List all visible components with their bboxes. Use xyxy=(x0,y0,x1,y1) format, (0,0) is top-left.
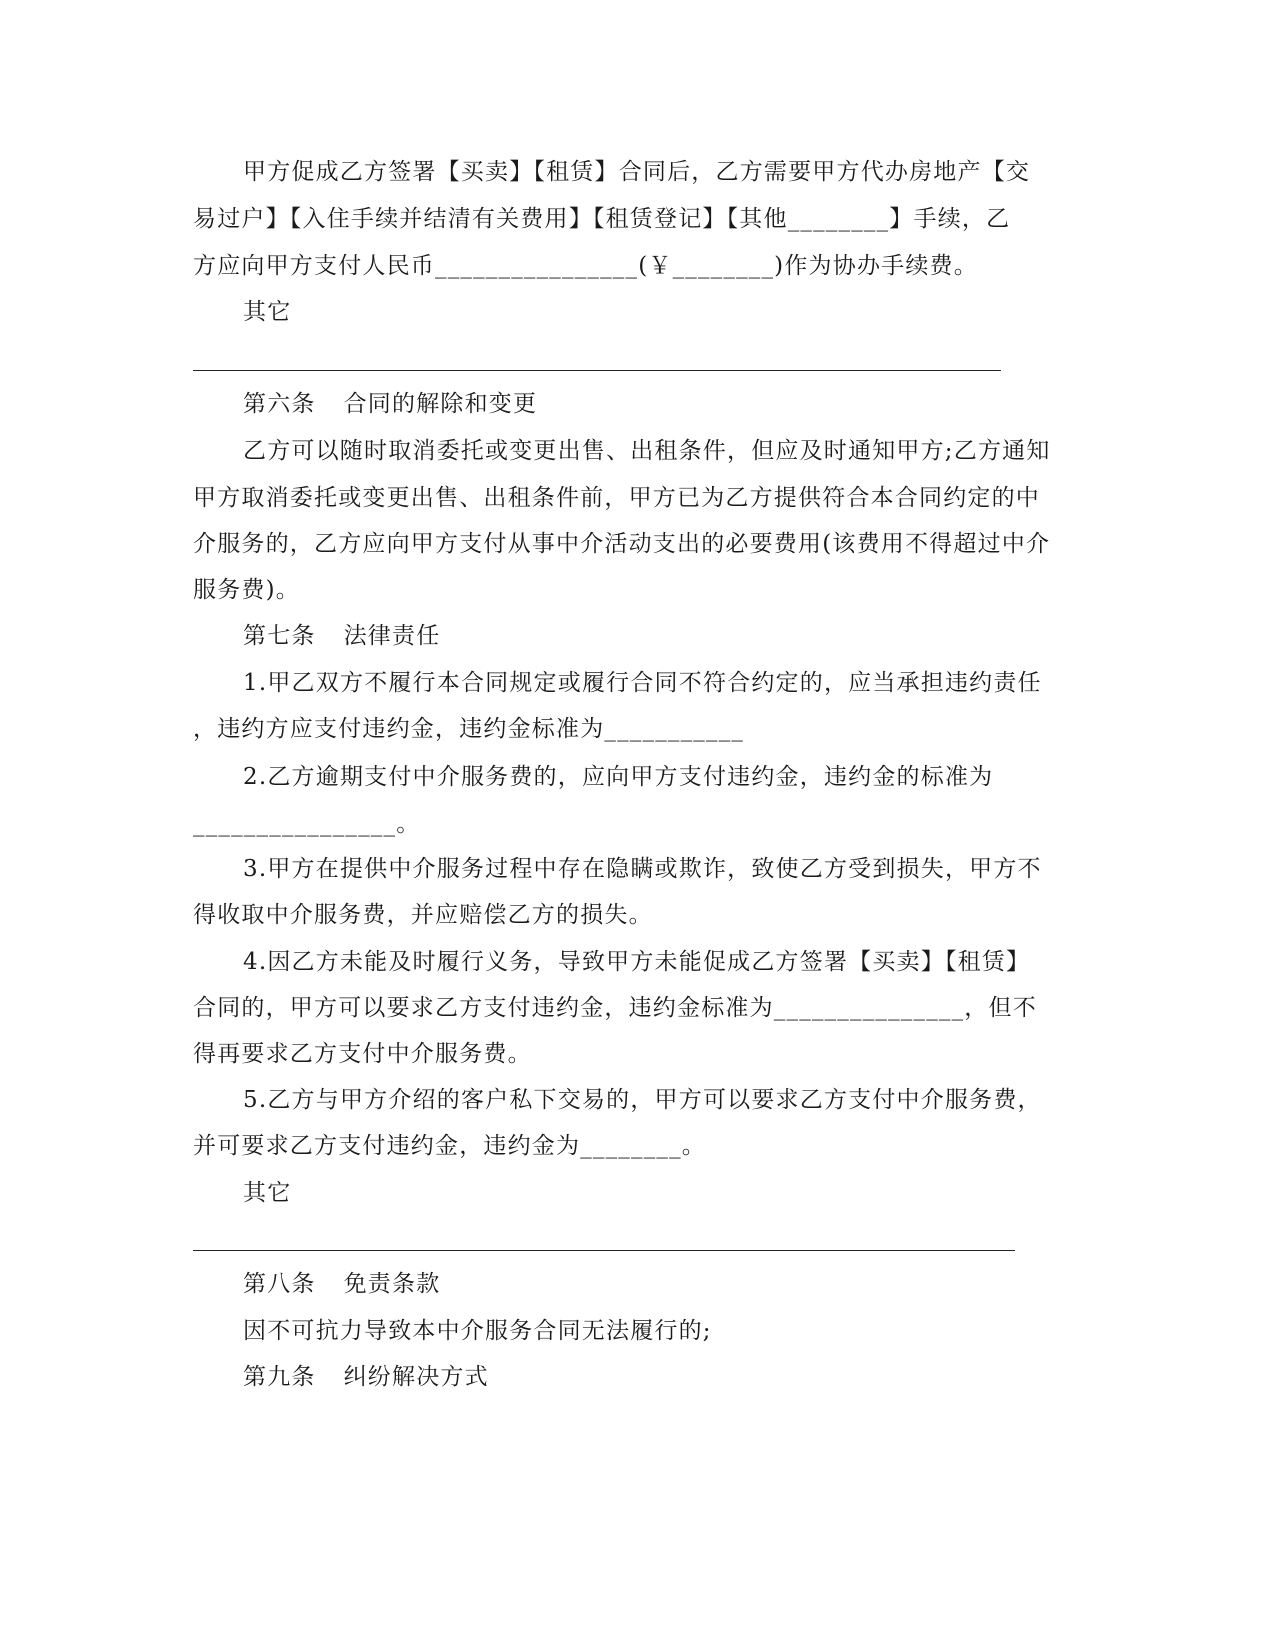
clause-line: 得再要求乙方支付中介服务费。 xyxy=(193,1041,532,1067)
clause-line: 合同的，甲方可以要求乙方支付违约金，违约金标准为_______________，但不 xyxy=(193,995,1037,1021)
clause-line: ________________。 xyxy=(193,811,421,837)
article-heading xyxy=(243,1362,489,1392)
clause-line: 得收取中介服务费，并应赔偿乙方的损失。 xyxy=(193,902,653,928)
article-heading xyxy=(243,621,440,651)
paragraph-line: 甲方取消委托或变更出售、出租条件前，甲方已为乙方提供符合本合同约定的中 xyxy=(193,485,1040,511)
article-number: 第八条 xyxy=(243,1271,316,1297)
article-number: 第六条 xyxy=(243,391,316,417)
article-title: 免责条款 xyxy=(343,1271,441,1297)
article-number: 第七条 xyxy=(243,623,316,649)
paragraph-line: 服务费)。 xyxy=(193,577,300,603)
fill-in-rule xyxy=(193,370,1001,371)
article-title: 纠纷解决方式 xyxy=(343,1364,489,1390)
clause-line: 4.因乙方未能及时履行义务，导致甲方未能促成乙方签署【买卖】【租赁】 xyxy=(243,949,1031,975)
article-title: 合同的解除和变更 xyxy=(343,391,538,417)
paragraph-line: 甲方促成乙方签署【买卖】【租赁】合同后，乙方需要甲方代办房地产【交 xyxy=(243,159,1031,185)
paragraph-line: 乙方可以随时取消委托或变更出售、出租条件，但应及时通知甲方;乙方通知 xyxy=(243,438,1051,464)
other-label: 其它 xyxy=(243,299,292,325)
clause-line: 2.乙方逾期支付中介服务费的，应向甲方支付违约金，违约金的标准为 xyxy=(243,764,994,790)
paragraph-line: 因不可抗力导致本中介服务合同无法履行的; xyxy=(243,1318,712,1344)
fill-in-rule xyxy=(193,1250,1015,1251)
article-heading xyxy=(243,1269,440,1299)
clause-line: ，违约方应支付违约金，违约金标准为___________ xyxy=(193,716,745,742)
article-title: 法律责任 xyxy=(343,623,441,649)
clause-line: 1.甲乙双方不履行本合同规定或履行合同不符合约定的，应当承担违约责任 xyxy=(243,670,1042,696)
paragraph-line: 易过户】【入住手续并结清有关费用】【租赁登记】【其他________】手续，乙 xyxy=(193,206,1011,232)
paragraph-line: 方应向甲方支付人民币________________(￥________)作为协办手续费。 xyxy=(193,253,978,279)
clause-line: 3.甲方在提供中介服务过程中存在隐瞒或欺诈，致使乙方受到损失，甲方不 xyxy=(243,856,1042,882)
other-label: 其它 xyxy=(243,1180,292,1206)
clause-line: 并可要求乙方支付违约金，违约金为________。 xyxy=(193,1133,706,1159)
paragraph-line: 介服务的，乙方应向甲方支付从事中介活动支出的必要费用(该费用不得超过中介 xyxy=(193,531,1051,557)
article-heading xyxy=(243,389,537,419)
clause-line: 5.乙方与甲方介绍的客户私下交易的，甲方可以要求乙方支付中介服务费， xyxy=(243,1087,1042,1113)
article-number: 第九条 xyxy=(243,1364,316,1390)
